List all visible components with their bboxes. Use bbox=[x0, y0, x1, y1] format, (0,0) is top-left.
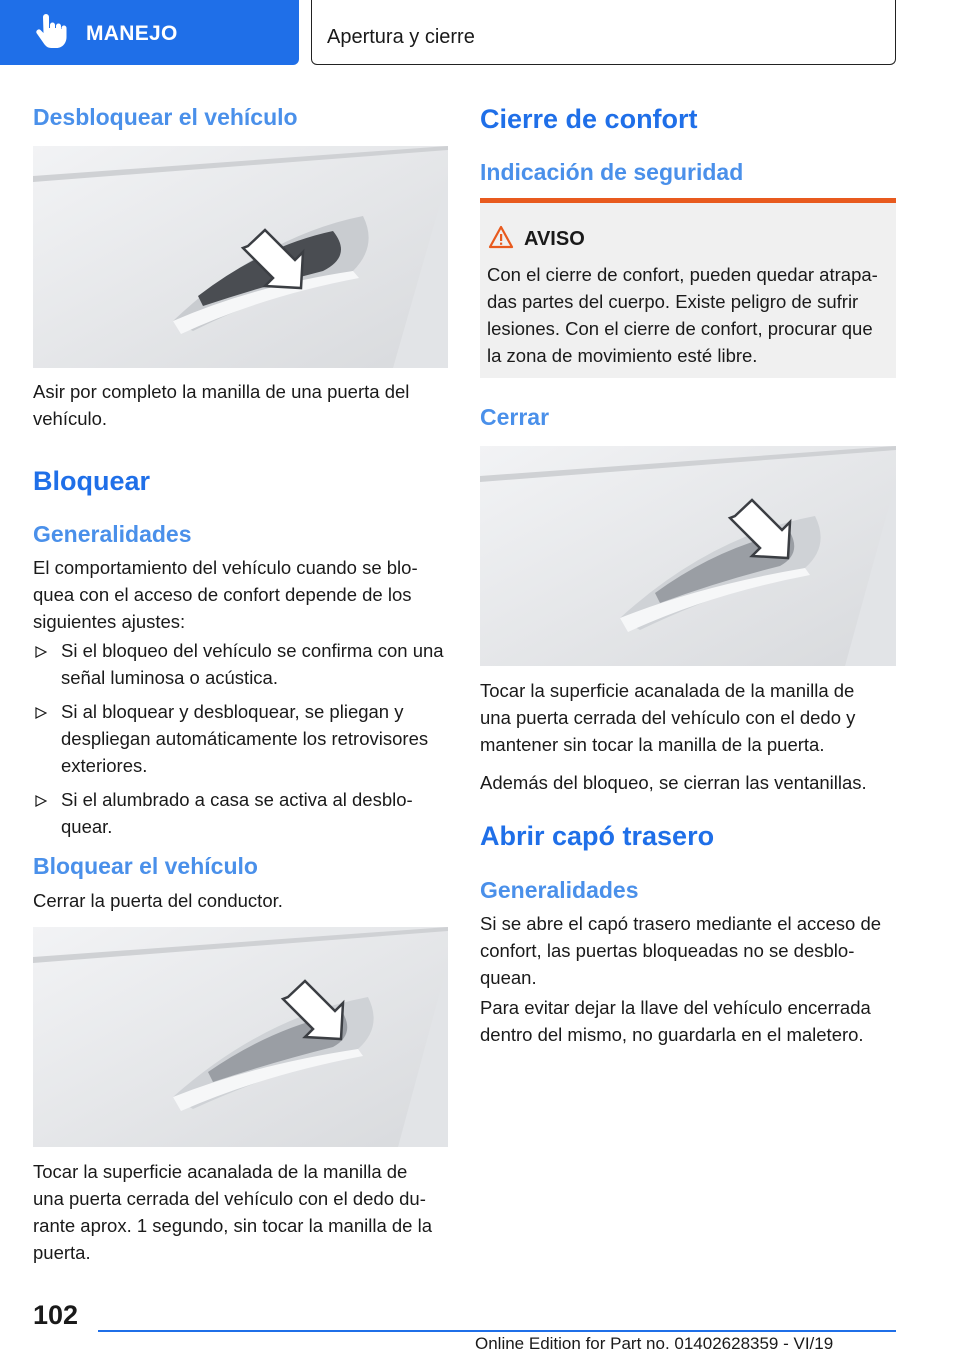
heading-close: Cerrar bbox=[480, 404, 550, 430]
heading-lock-vehicle: Bloquear el vehículo bbox=[33, 853, 258, 879]
warning-box bbox=[480, 198, 896, 378]
bullet-triangle-icon bbox=[35, 795, 47, 807]
heading-unlock-vehicle: Desbloquear el vehículo bbox=[33, 104, 298, 130]
footer-divider bbox=[98, 1330, 896, 1332]
settings-bullet-list bbox=[33, 637, 445, 847]
warning-title: AVISO bbox=[524, 228, 585, 250]
header-section-tab[interactable] bbox=[0, 0, 299, 65]
text-touch-handle: Tocar la superficie acanalada de la manilla de una puerta cerrada del vehículo con el dedo du-rante aprox. 1 segundo, sin tocar la manilla de la puerta. bbox=[33, 1161, 433, 1263]
text-tailgate-2: Para evitar dejar la llave del vehículo encerrada dentro del mismo, no guardarla en el maletero. bbox=[480, 997, 871, 1045]
text-unlock: Asir por completo la manilla de una puerta del vehículo. bbox=[33, 381, 410, 429]
heading-lock: Bloquear bbox=[33, 466, 151, 496]
list-item: Si el alumbrado a casa se activa al desblo-quear. bbox=[33, 786, 445, 840]
text-close-driver-door: Cerrar la puerta del conductor. bbox=[33, 890, 283, 911]
heading-open-tailgate: Abrir capó trasero bbox=[480, 821, 715, 851]
bullet-triangle-icon bbox=[35, 707, 47, 719]
warning-text: Con el cierre de confort, pueden quedar atrapa-das partes del cuerpo. Existe peligro de sufrir lesiones. Con el cierre de confort, procurar que la zona de movimiento esté libre. bbox=[487, 264, 878, 366]
figure-door-handle-unlock bbox=[33, 146, 448, 368]
figure-door-handle-lock bbox=[33, 927, 448, 1147]
page-number: 102 bbox=[33, 1300, 79, 1330]
list-item: Si el bloqueo del vehículo se confirma con una señal luminosa o acústica. bbox=[33, 637, 445, 691]
heading-general: Generalidades bbox=[33, 521, 192, 547]
bullet-triangle-icon bbox=[35, 646, 47, 658]
header-section-label: MANEJO bbox=[86, 22, 178, 45]
text-close-touch: Tocar la superficie acanalada de la manilla de una puerta cerrada del vehículo con el dedo y mantener sin tocar la manilla de la puerta. bbox=[480, 680, 856, 755]
figure-door-handle-close bbox=[480, 446, 896, 666]
text-windows-close: Además del bloqueo, se cierran las ventanillas. bbox=[480, 772, 867, 793]
footer-edition: Online Edition for Part no. 01402628359 - VI/19 bbox=[475, 1334, 834, 1353]
list-item: Si al bloquear y desbloquear, se pliegan y despliegan automáticamente los retrovisores exteriores. bbox=[33, 698, 445, 779]
hand-pointer-icon bbox=[34, 14, 68, 50]
heading-comfort-close: Cierre de confort bbox=[480, 104, 698, 134]
header-chapter-box bbox=[311, 0, 896, 65]
text-tailgate-1: Si se abre el capó trasero mediante el acceso de confort, las puertas bloqueadas no se desblo-quean. bbox=[480, 913, 882, 988]
heading-safety-note: Indicación de seguridad bbox=[480, 159, 744, 185]
warning-triangle-icon bbox=[488, 225, 514, 249]
text-general: El comportamiento del vehículo cuando se blo-quea con el acceso de confort depende de los siguientes ajustes: bbox=[33, 557, 418, 632]
header-chapter-label: Apertura y cierre bbox=[327, 26, 475, 48]
heading-general-tailgate: Generalidades bbox=[480, 877, 639, 903]
